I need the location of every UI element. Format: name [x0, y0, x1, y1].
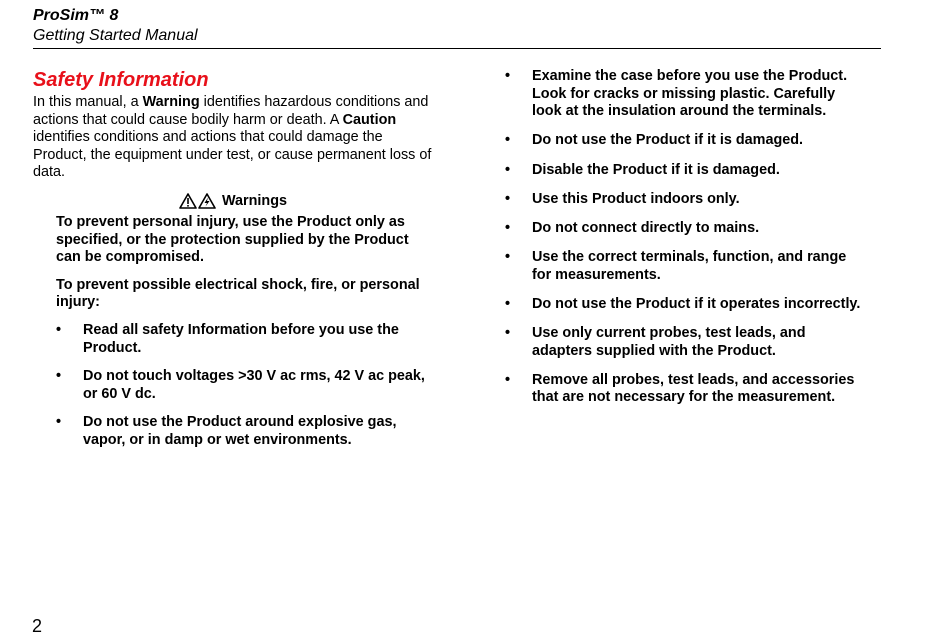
bullet-marker: •: [505, 295, 511, 312]
bullet-marker: •: [56, 321, 62, 338]
warning-paragraph-personal-injury: To prevent personal injury, use the Product only as specified, or the protection supplied by the Product can be compromised.: [56, 213, 409, 266]
left-column: [33, 68, 433, 461]
warning-icons: [179, 193, 216, 209]
right-bullet-list: [505, 68, 865, 407]
bullet-marker: •: [505, 190, 511, 207]
list-item: [505, 296, 865, 314]
bullet-marker: •: [505, 249, 511, 266]
list-item: [505, 132, 865, 150]
list-item-text: Use only current probes, test leads, and adapters supplied with the Product.: [532, 325, 806, 359]
warning-term: Warning: [142, 94, 200, 110]
list-item: [505, 325, 865, 360]
page-header: [33, 6, 881, 49]
list-item-text: Do not connect directly to mains.: [532, 219, 760, 236]
list-item: [56, 322, 433, 357]
list-item: [505, 372, 865, 407]
caution-term: Caution: [342, 111, 397, 128]
list-item: [56, 414, 433, 449]
list-item: [505, 249, 865, 284]
list-item: [505, 162, 865, 180]
warnings-heading: [33, 192, 433, 210]
manual-title: Getting Started Manual: [33, 27, 198, 44]
bullet-marker: •: [505, 68, 511, 84]
list-item-text: Remove all probes, test leads, and accessories that are not necessary for the measurement.: [532, 371, 855, 406]
list-item: [56, 368, 433, 403]
list-item-text: Use the correct terminals, function, and range for measurements.: [532, 249, 847, 283]
left-bullet-list: [56, 322, 433, 450]
intro-paragraph: [33, 94, 433, 182]
high-voltage-warning-icon: [198, 193, 216, 209]
warnings-label: Warnings: [221, 192, 288, 209]
warning-triangle-icon: [179, 193, 197, 209]
product-name: ProSim™ 8: [33, 7, 119, 24]
right-column: [505, 68, 865, 419]
list-item-text: Do not touch voltages >30 V ac rms, 42 V ac peak, or 60 V dc.: [83, 368, 425, 402]
list-item: [505, 191, 865, 209]
list-item-text: Do not use the Product if it is damaged.: [532, 132, 804, 149]
warnings-body: [33, 214, 433, 450]
intro-text-1: In this manual, a: [33, 94, 143, 110]
intro-text-2: identifies hazardous conditions and actions that could cause bodily harm or death. A: [33, 94, 429, 128]
page-number: 2: [32, 616, 43, 636]
warning-paragraph-shock: To prevent possible electrical shock, fire, or personal injury:: [56, 276, 420, 311]
list-item-text: Read all safety Information before you use the Product.: [83, 321, 399, 356]
bullet-marker: •: [505, 219, 511, 236]
list-item-text: Do not use the Product around explosive gas, vapor, or in damp or wet environments.: [83, 414, 397, 448]
bullet-marker: •: [505, 132, 511, 149]
list-item-text: Use this Product indoors only.: [532, 190, 740, 207]
list-item: [505, 68, 865, 121]
list-item-text: Examine the case before you use the Product. Look for cracks or missing plastic. Carefully look at the insulation around the terminals.: [532, 68, 848, 120]
bullet-marker: •: [505, 325, 511, 342]
bullet-marker: •: [505, 371, 511, 388]
bullet-marker: •: [505, 161, 511, 178]
bullet-marker: •: [56, 368, 62, 385]
list-item: [505, 220, 865, 238]
bullet-marker: •: [56, 414, 62, 431]
list-item-text: Disable the Product if it is damaged.: [532, 161, 780, 178]
section-title: Safety Information: [33, 69, 209, 91]
intro-text-3: identifies conditions and actions that could damage the Product, the equipment under test, or cause permanent loss of data.: [33, 129, 432, 181]
list-item-text: Do not use the Product if it operates incorrectly.: [532, 295, 861, 312]
